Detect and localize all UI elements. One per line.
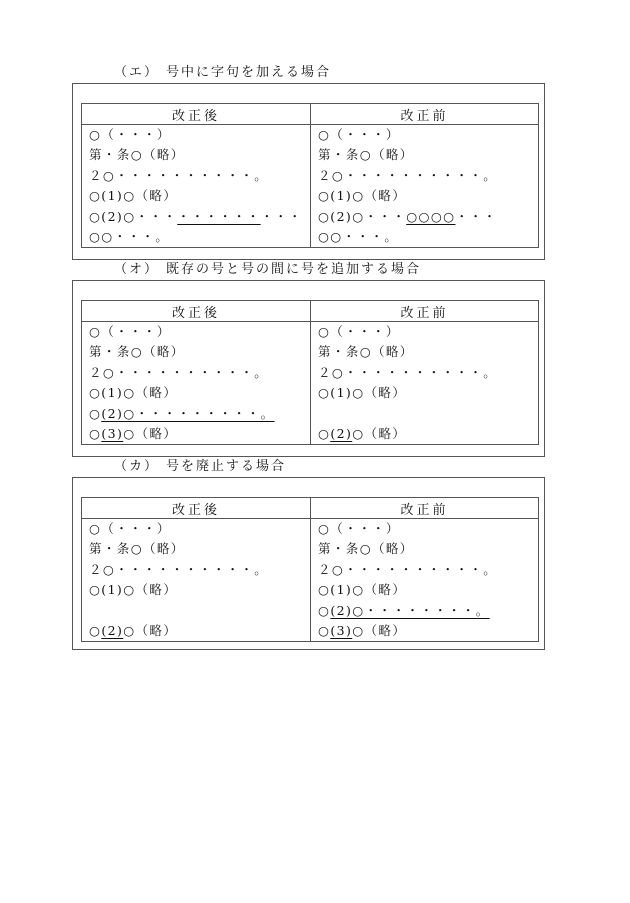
line-text: ○ bbox=[89, 622, 102, 638]
comparison-table bbox=[81, 497, 539, 642]
comparison-frame bbox=[72, 477, 545, 650]
line-text: ２○・・・・・・・・・・。 bbox=[89, 167, 269, 183]
header-before: 改正前 bbox=[311, 104, 539, 125]
comparison-table bbox=[81, 300, 539, 445]
text-line bbox=[318, 125, 538, 145]
text-line bbox=[89, 539, 310, 559]
text-line bbox=[318, 166, 538, 186]
underlined-text: ○○○○ bbox=[406, 208, 456, 224]
line-text: ○(1)○（略） bbox=[318, 385, 407, 401]
section-title: 号中に字句を加える場合 bbox=[166, 65, 332, 80]
after-column bbox=[82, 519, 311, 642]
line-text: ○(1)○（略） bbox=[89, 385, 178, 401]
text-line bbox=[89, 383, 310, 403]
underlined-text: (2) bbox=[101, 622, 124, 638]
line-text: ○(1)○（略） bbox=[318, 582, 407, 598]
line-text: ○○・・・。 bbox=[318, 228, 399, 244]
section-heading bbox=[114, 261, 421, 279]
header-before: 改正前 bbox=[311, 301, 539, 322]
line-text: ○（略） bbox=[352, 425, 407, 441]
line-text: ○ bbox=[89, 405, 102, 421]
text-line bbox=[89, 560, 310, 580]
text-line bbox=[89, 186, 310, 206]
comparison-frame bbox=[72, 83, 545, 260]
text-line bbox=[318, 145, 538, 165]
line-text: ○(1)○（略） bbox=[89, 582, 178, 598]
text-line bbox=[318, 207, 538, 227]
text-line bbox=[89, 322, 310, 342]
text-line bbox=[89, 519, 310, 539]
line-text: ○ bbox=[89, 425, 102, 441]
underlined-text: (3) bbox=[330, 622, 353, 638]
underlined-text: (3) bbox=[101, 425, 124, 441]
line-text: ○（・・・） bbox=[318, 127, 400, 142]
text-line bbox=[89, 342, 310, 362]
line-text: ○（・・・） bbox=[89, 324, 171, 339]
before-column bbox=[311, 519, 539, 642]
comparison-frame bbox=[72, 280, 545, 457]
after-column bbox=[82, 322, 311, 445]
text-line bbox=[89, 601, 310, 621]
line-text: ・・・ bbox=[455, 208, 498, 224]
text-line bbox=[318, 322, 538, 342]
section-label: （オ） bbox=[114, 262, 160, 277]
text-line bbox=[318, 519, 538, 539]
line-text: ○（略） bbox=[123, 622, 178, 638]
after-column bbox=[82, 125, 311, 248]
line-text: 第・条○（略） bbox=[89, 344, 185, 360]
text-line bbox=[318, 539, 538, 559]
text-line bbox=[318, 363, 538, 383]
line-text: ２○・・・・・・・・・・。 bbox=[89, 561, 269, 577]
text-line bbox=[318, 424, 538, 444]
line-text: ○ bbox=[318, 602, 331, 618]
before-column bbox=[311, 322, 539, 445]
line-text: ○(1)○（略） bbox=[89, 188, 178, 204]
line-text: 第・条○（略） bbox=[318, 541, 414, 557]
text-line bbox=[89, 424, 310, 444]
underlined-text: ・・・・・・ bbox=[177, 208, 261, 224]
text-line bbox=[318, 580, 538, 600]
text-line bbox=[89, 145, 310, 165]
header-after: 改正後 bbox=[82, 301, 311, 322]
text-line bbox=[318, 186, 538, 206]
text-line bbox=[318, 601, 538, 621]
text-line bbox=[318, 342, 538, 362]
line-text: 第・条○（略） bbox=[318, 147, 414, 163]
underlined-text: (2)○・・・・・・・・・。 bbox=[101, 405, 275, 421]
text-line bbox=[89, 207, 310, 227]
line-text: ○（・・・） bbox=[89, 127, 171, 142]
line-text: 第・条○（略） bbox=[89, 541, 185, 557]
header-after: 改正後 bbox=[82, 104, 311, 125]
line-text: ２○・・・・・・・・・・。 bbox=[89, 364, 269, 380]
header-after: 改正後 bbox=[82, 498, 311, 519]
line-text: ・・・ bbox=[260, 208, 303, 224]
text-line bbox=[89, 363, 310, 383]
line-text: ○（略） bbox=[123, 425, 178, 441]
text-line bbox=[89, 621, 310, 641]
text-line bbox=[89, 580, 310, 600]
before-column bbox=[311, 125, 539, 248]
text-line bbox=[89, 166, 310, 186]
section-heading bbox=[114, 458, 286, 476]
underlined-text: (2)○・・・・・・・・。 bbox=[330, 602, 490, 618]
line-text: ○ bbox=[318, 622, 331, 638]
text-line bbox=[89, 125, 310, 145]
line-text: ○(2)○・・・ bbox=[89, 208, 178, 224]
section-label: （カ） bbox=[114, 459, 160, 474]
text-line bbox=[318, 383, 538, 403]
line-text: ○(2)○・・・ bbox=[318, 208, 407, 224]
header-before: 改正前 bbox=[311, 498, 539, 519]
line-text: ○○・・・。 bbox=[89, 228, 170, 244]
line-text: ○（略） bbox=[352, 622, 407, 638]
line-text: ○（・・・） bbox=[89, 521, 171, 536]
section-label: （エ） bbox=[114, 65, 160, 80]
line-text: ○（・・・） bbox=[318, 521, 400, 536]
text-line bbox=[318, 227, 538, 247]
text-line bbox=[318, 621, 538, 641]
section-heading bbox=[114, 64, 331, 82]
line-text: 第・条○（略） bbox=[89, 147, 185, 163]
line-text: ○（・・・） bbox=[318, 324, 400, 339]
section-title: 既存の号と号の間に号を追加する場合 bbox=[166, 262, 422, 277]
line-text: ○ bbox=[318, 425, 331, 441]
comparison-table bbox=[81, 103, 539, 248]
line-text: 第・条○（略） bbox=[318, 344, 414, 360]
underlined-text: (2) bbox=[330, 425, 353, 441]
line-text: ２○・・・・・・・・・・。 bbox=[318, 561, 498, 577]
line-text: ○(1)○（略） bbox=[318, 188, 407, 204]
text-line bbox=[89, 227, 310, 247]
section-title: 号を廃止する場合 bbox=[166, 459, 287, 474]
text-line bbox=[318, 560, 538, 580]
text-line bbox=[318, 404, 538, 424]
text-line bbox=[89, 404, 310, 424]
line-text: ２○・・・・・・・・・・。 bbox=[318, 364, 498, 380]
line-text: ２○・・・・・・・・・・。 bbox=[318, 167, 498, 183]
